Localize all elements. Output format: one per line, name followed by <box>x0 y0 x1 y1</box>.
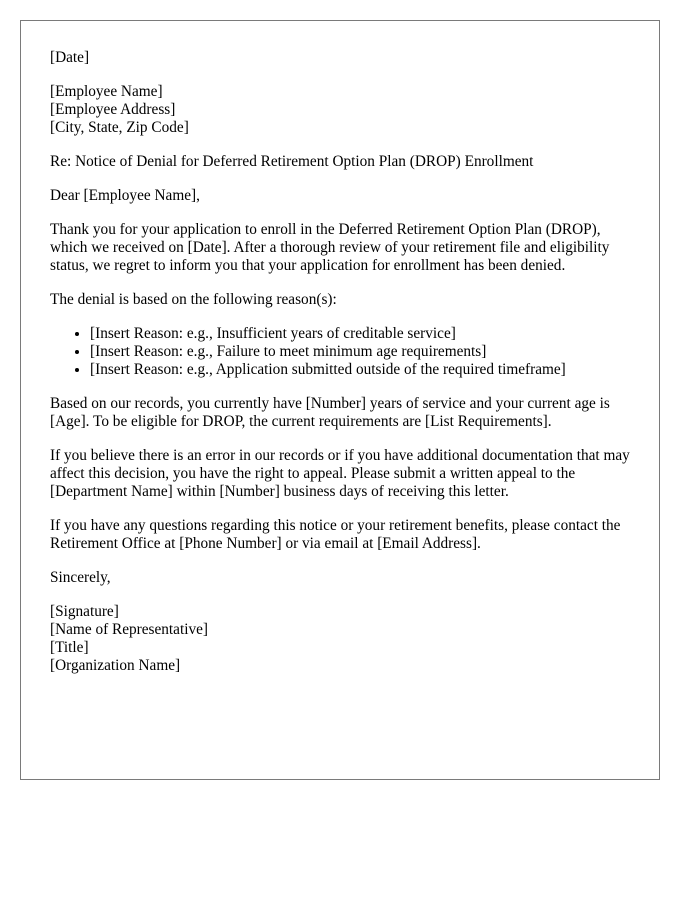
letter-body <box>50 49 640 691</box>
letter-page <box>20 20 660 780</box>
letter-paragraph-1: Thank you for your application to enroll in the Deferred Retirement Option Plan (DROP), which we received on [Date]. After a thorough review of your retirement file and eligibility status, we regret to inform you that your application for enrollment has been denied. <box>50 221 610 274</box>
recipient-name: [Employee Name] <box>50 83 163 100</box>
letter-date: [Date] <box>50 49 90 66</box>
reasons-list <box>50 325 640 379</box>
letter-closing: Sincerely, <box>50 569 111 586</box>
reason-item: • [Insert Reason: e.g., Application submitted outside of the required timeframe] <box>90 361 640 379</box>
reasons-intro: The denial is based on the following reason(s): <box>50 291 337 308</box>
letter-paragraph-4: If you have any questions regarding this notice or your retirement benefits, please contact the Retirement Office at [Phone Number] or via email at [Email Address]. <box>50 517 621 552</box>
recipient-address-block <box>50 83 640 137</box>
signature-block <box>50 603 640 675</box>
letter-salutation: Dear [Employee Name], <box>50 187 200 204</box>
letter-paragraph-3: If you believe there is an error in our records or if you have additional documentation that may affect this decision, you have the right to appeal. Please submit a written appeal to the [Department Name] within [Number] business days of receiving this letter. <box>50 447 630 500</box>
letter-paragraph-2: Based on our records, you currently have [Number] years of service and your current age is [Age]. To be eligible for DROP, the current requirements are [List Requirements]. <box>50 395 610 430</box>
organization-name: [Organization Name] <box>50 657 181 674</box>
recipient-address: [Employee Address] <box>50 101 176 118</box>
reason-item: • [Insert Reason: e.g., Insufficient years of creditable service] <box>90 325 640 343</box>
recipient-city-state-zip: [City, State, Zip Code] <box>50 119 189 136</box>
representative-name: [Name of Representative] <box>50 621 208 638</box>
letter-subject: Re: Notice of Denial for Deferred Retirement Option Plan (DROP) Enrollment <box>50 153 534 170</box>
signature-line: [Signature] <box>50 603 119 620</box>
representative-title: [Title] <box>50 639 89 656</box>
reason-item: • [Insert Reason: e.g., Failure to meet minimum age requirements] <box>90 343 640 361</box>
